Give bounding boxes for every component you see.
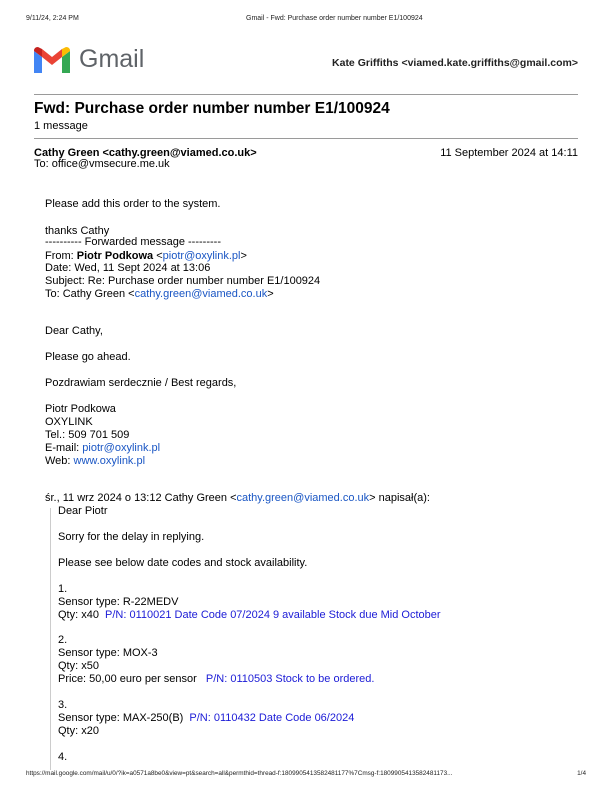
print-url: https://mail.google.com/mail/u/0/?ik=a0571a8be0&view=pt&search=all&permthid=thread-f:1809905413582481177%7Cmsg-f:1809905413582481173... <box>26 770 453 777</box>
signature-name: Piotr Podkowa <box>45 403 116 415</box>
item-stock-info: P/N: 0110432 Date Code 06/2024 <box>189 712 355 724</box>
signature-tel: Tel.: 509 701 509 <box>45 429 130 441</box>
quoted-intro-after: > napisał(a): <box>369 492 430 504</box>
signature-email-link[interactable]: piotr@oxylink.pl <box>82 442 161 454</box>
item-qty: Qty: x20 <box>58 725 99 737</box>
signature-email-label: E-mail: <box>45 442 83 454</box>
item-price-line <box>58 673 374 685</box>
item-qty: Qty: x40 <box>58 609 99 621</box>
gmail-m-icon <box>34 47 70 75</box>
gmail-wordmark: Gmail <box>79 45 145 73</box>
item-stock-info: P/N: 0110503 Stock to be ordered. <box>205 673 375 685</box>
item-type: Sensor type: MAX-250(B) <box>58 712 184 724</box>
message-date: 11 September 2024 at 14:11 <box>440 147 578 159</box>
sender-name: Cathy Green <cathy.green@viamed.co.uk> <box>34 147 257 159</box>
item-number: 3. <box>58 699 68 711</box>
quoted-greeting: Dear Piotr <box>58 505 108 517</box>
item-number: 4. <box>58 751 68 763</box>
regards: Pozdrawiam serdecznie / Best regards, <box>45 377 237 389</box>
fwd-to <box>45 288 274 300</box>
fwd-from-email-link[interactable]: piotr@oxylink.pl <box>162 250 241 262</box>
item-type-line <box>58 712 354 724</box>
item-qty: Qty: x50 <box>58 660 99 672</box>
item-number: 2. <box>58 634 68 646</box>
gmail-logo[interactable] <box>34 45 145 76</box>
item-type: Sensor type: R-22MEDV <box>58 596 179 608</box>
quoted-apology: Sorry for the delay in replying. <box>58 531 205 543</box>
fwd-from-close: > <box>240 250 247 262</box>
fwd-from-open: < <box>153 250 163 262</box>
fwd-from <box>45 250 247 262</box>
print-datetime: 9/11/24, 2:24 PM <box>26 15 79 22</box>
signature-web-link[interactable]: www.oxylink.pl <box>73 455 146 467</box>
quoted-intro-before: śr., 11 wrz 2024 o 13:12 Cathy Green < <box>45 492 237 504</box>
fwd-subject: Subject: Re: Purchase order number number E1/100924 <box>45 275 321 287</box>
body-go-ahead: Please go ahead. <box>45 351 131 363</box>
body-thanks: thanks Cathy <box>45 225 110 237</box>
item-price: Price: 50,00 euro per sensor <box>58 673 197 685</box>
forward-marker: ---------- Forwarded message --------- <box>45 236 221 248</box>
fwd-to-close: > <box>267 288 274 300</box>
message-count: 1 message <box>34 120 88 132</box>
quoted-intro-email-link[interactable]: cathy.green@viamed.co.uk <box>236 492 370 504</box>
divider <box>34 138 578 139</box>
thread-subject: Fwd: Purchase order number number E1/100924 <box>34 100 390 117</box>
greeting: Dear Cathy, <box>45 325 103 337</box>
signature-web <box>45 455 145 467</box>
fwd-date: Date: Wed, 11 Sept 2024 at 13:06 <box>45 262 211 274</box>
quoted-see-below: Please see below date codes and stock availability. <box>58 557 308 569</box>
item-qty-line <box>58 609 441 621</box>
fwd-to-label: To: Cathy Green < <box>45 288 135 300</box>
print-title: Gmail - Fwd: Purchase order number number E1/100924 <box>246 15 423 22</box>
item-stock-info: P/N: 0110021 Date Code 07/2024 9 available Stock due Mid October <box>105 609 441 621</box>
signature-web-label: Web: <box>45 455 74 467</box>
divider <box>34 94 578 95</box>
recipient: To: office@vmsecure.me.uk <box>34 158 170 170</box>
signature-email <box>45 442 160 454</box>
body-intro: Please add this order to the system. <box>45 198 221 210</box>
fwd-from-name: Piotr Podkowa <box>76 250 154 262</box>
fwd-from-label: From: <box>45 250 77 262</box>
quoted-intro <box>45 492 430 504</box>
signature-company: OXYLINK <box>45 416 93 428</box>
quote-bar <box>50 508 51 770</box>
item-number: 1. <box>58 583 68 595</box>
fwd-to-email-link[interactable]: cathy.green@viamed.co.uk <box>134 288 268 300</box>
account-label: Kate Griffiths <viamed.kate.griffiths@gmail.com> <box>332 57 578 69</box>
page-number: 1/4 <box>577 770 586 777</box>
item-type: Sensor type: MOX-3 <box>58 647 158 659</box>
